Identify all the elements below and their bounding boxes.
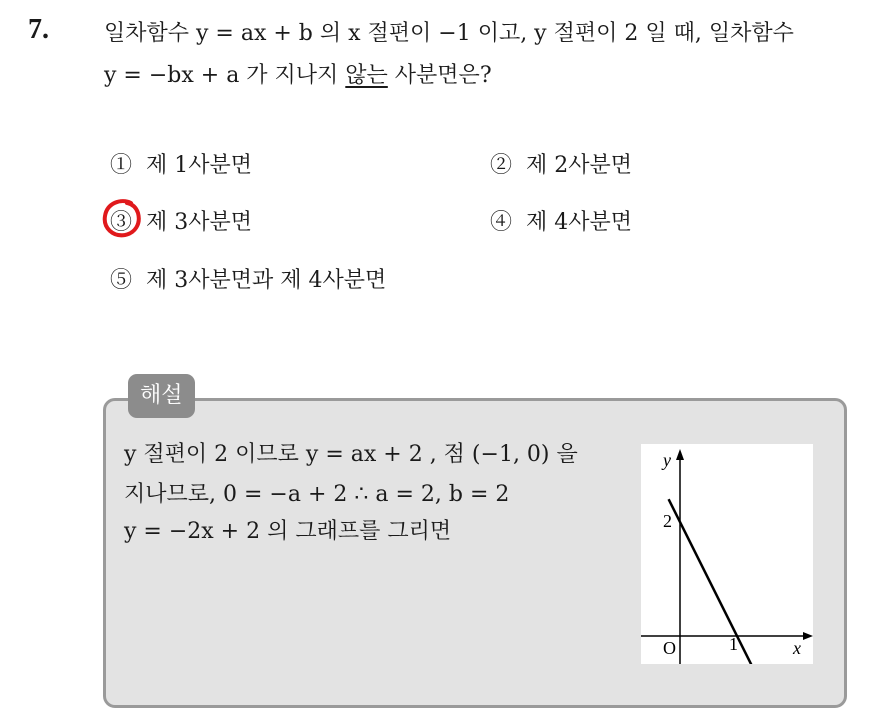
x-axis-arrow [803,632,813,640]
question-number: 7. [28,14,49,45]
question-line-2-end: 사분면은? [387,63,492,88]
choice-3-text: 제 3사분면 [146,210,253,235]
y-axis-label: y [663,450,671,470]
solution-line-2: 지나므로, 0 = −a + 2 ∴ a = 2, b = 2 [124,482,510,507]
solution-line-3: y = −2x + 2 의 그래프를 그리면 [124,519,452,544]
choice-1[interactable] [110,148,252,179]
choice-3-number: ③ [110,210,133,235]
question-line-2 [104,58,492,89]
choice-4-text: 제 4사분면 [526,210,633,235]
choice-5-number: ⑤ [110,268,133,293]
answer-circle-mark [101,197,143,239]
x-axis-label: x [793,638,801,658]
choice-4[interactable] [490,205,632,236]
underlined-word: 않는 [345,63,388,88]
question-line-2-start: y = −bx + a 가 지나지 [104,63,346,88]
choice-4-number: ④ [490,210,513,235]
solution-tag: 해설 [128,374,195,418]
choice-2-text: 제 2사분면 [526,153,633,178]
function-line [669,499,753,664]
choice-1-number: ① [110,153,133,178]
y-intercept-label: 2 [663,511,672,531]
solution-line-1: y 절편이 2 이므로 y = ax + 2 , 점 (−1, 0) 을 [124,442,578,467]
origin-label: O [663,638,676,658]
choice-5[interactable] [110,263,386,294]
y-axis-arrow [676,449,684,460]
choice-5-text: 제 3사분면과 제 4사분면 [146,268,387,293]
choice-1-text: 제 1사분면 [146,153,253,178]
x-intercept-label: 1 [729,634,738,654]
solution-graph [641,444,813,664]
choice-2-number: ② [490,153,513,178]
question-line-1: 일차함수 y = ax + b 의 x 절편이 −1 이고, y 절편이 2 일 때, 일차함수 [104,21,794,46]
choice-2[interactable] [490,148,632,179]
